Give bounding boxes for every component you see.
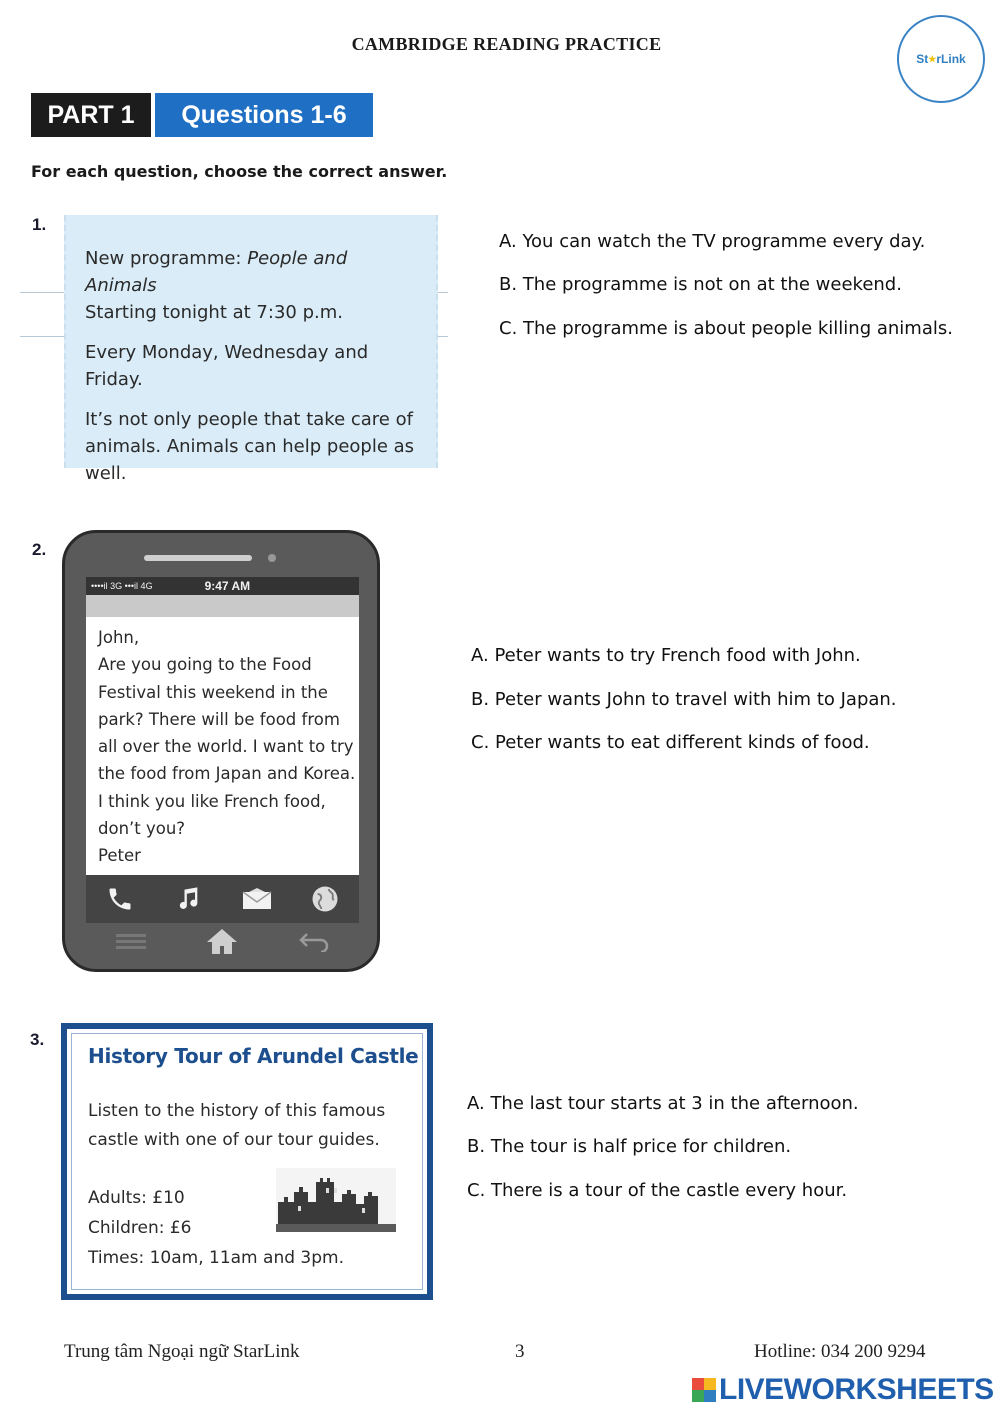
music-icon [172,883,204,915]
question-3-option-a[interactable]: A. The last tour starts at 3 in the afternoon. [467,1093,859,1114]
star-icon: ★ [928,53,937,64]
adult-price: Adults: £10 [88,1188,185,1208]
phone-nav-bar [86,923,359,963]
question-1-option-c[interactable]: C. The programme is about people killing animals. [499,318,953,339]
question-2-option-b[interactable]: B. Peter wants John to travel with him to Japan. [471,689,897,710]
castle-icon [276,1168,396,1236]
part-label: PART 1 [31,93,151,137]
notice-line: Every Monday, Wednesday and Friday. [85,342,369,390]
phone-status-bar [86,577,359,595]
poster-line: Listen to the history of this famous [88,1101,386,1121]
message-line: John, [98,628,140,647]
globe-icon [309,883,341,915]
instructions: For each question, choose the correct answer. [31,162,448,181]
starlink-logo [897,15,985,103]
child-price: Children: £6 [88,1218,192,1238]
message-line: I think you like French food, [98,791,326,811]
page-number: 3 [515,1341,525,1362]
message-line: Festival this weekend in the [98,682,328,702]
back-icon [299,930,329,956]
footer-center-name: Trung tâm Ngoại ngữ StarLink [64,1341,300,1362]
message-line: the food from Japan and Korea. [98,764,356,784]
question-1-number: 1. [32,215,47,234]
brand-text: LIVEWORKSHEETS [719,1373,994,1406]
footer-hotline: Hotline: 034 200 9294 [754,1341,926,1362]
mail-icon [241,883,273,915]
signal-indicator: ••••il 3G •••il 4G [91,581,153,591]
question-3-number: 3. [30,1030,45,1049]
message-line: Are you going to the Food [98,655,312,675]
question-2-option-c[interactable]: C. Peter wants to eat different kinds of food. [471,732,870,753]
tour-times: Times: 10am, 11am and 3pm. [88,1248,344,1268]
notice-programme-label: New programme: [85,248,248,269]
page-title: CAMBRIDGE READING PRACTICE [351,34,662,54]
phone-dock [86,875,359,923]
home-icon [205,927,239,959]
questions-range: Questions 1-6 [151,93,373,137]
message-line: Peter [98,846,141,866]
question-2-number: 2. [32,540,47,559]
menu-icon [116,932,146,954]
notice-line: animals. Animals can help people as [85,436,415,457]
speaker-grille [144,555,252,561]
phone-time: 9:47 AM [204,579,251,593]
liveworksheets-brand[interactable] [692,1373,994,1407]
notice-programme-name: People and Animals [85,248,348,296]
part-heading [31,93,373,137]
liveworksheets-icon [692,1378,716,1402]
question-1-option-a[interactable]: A. You can watch the TV programme every day. [499,231,926,252]
message-line: all over the world. I want to try [98,737,354,757]
question-3-option-b[interactable]: B. The tour is half price for children. [467,1136,792,1157]
poster-description [88,1097,385,1155]
poster-line: castle with one of our tour guides. [88,1130,380,1150]
camera-icon [268,554,276,562]
phone-call-icon [104,883,136,915]
text-message [86,617,359,875]
notice-line: Starting tonight at 7:30 p.m. [85,302,343,323]
question-2-option-a[interactable]: A. Peter wants to try French food with John. [471,645,861,666]
message-line: don’t you? [98,819,186,839]
question-3-option-c[interactable]: C. There is a tour of the castle every hour. [467,1180,848,1201]
logo-text-b: rLink [936,52,966,66]
tv-programme-notice [64,215,438,484]
poster-title: History Tour of Arundel Castle [88,1044,419,1068]
message-line: park? There will be food from [98,709,340,729]
notice-line [85,245,418,299]
phone-title-bar [86,595,359,617]
notice-line: well. [85,463,127,484]
logo-text-a: St [916,52,929,66]
notice-line: It’s not only people that take care of [85,409,413,430]
question-1-option-b[interactable]: B. The programme is not on at the weekend. [499,274,902,295]
